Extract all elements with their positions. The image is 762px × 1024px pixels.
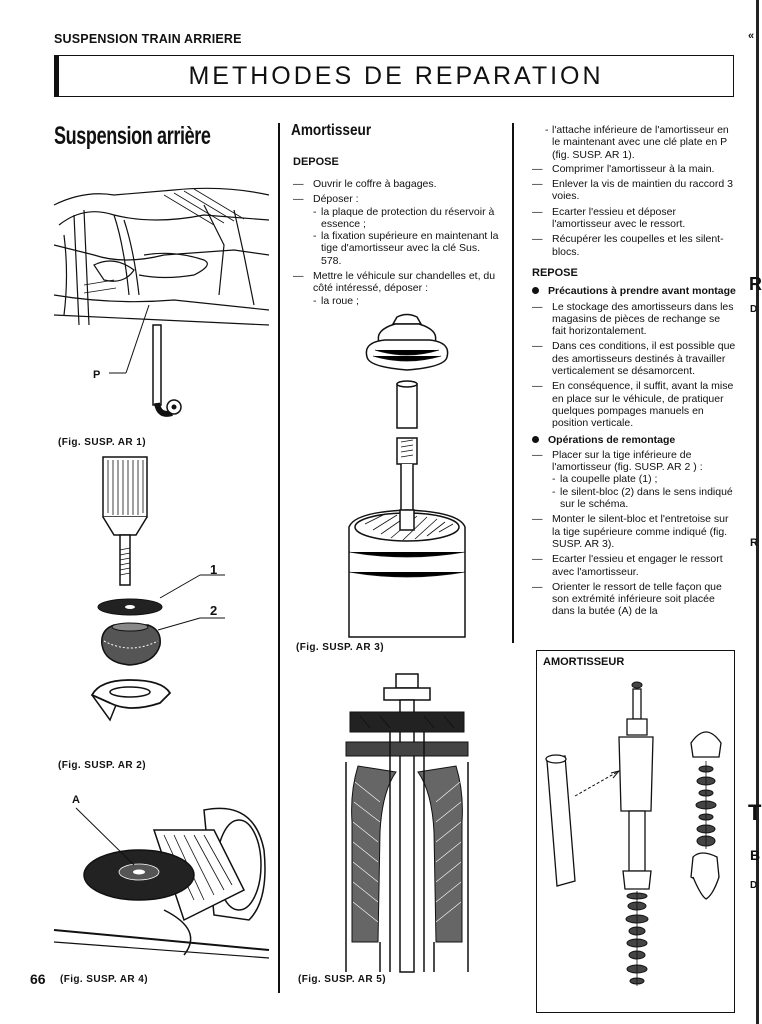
- fig1-caption: (Fig. SUSP. AR 1): [58, 437, 146, 448]
- fig1-label-p: P: [93, 369, 101, 381]
- figure-susp-ar-3: [345, 312, 470, 637]
- repose-heading: REPOSE: [532, 266, 578, 279]
- bullet-heading: Précautions à prendre avant montage: [532, 285, 736, 297]
- fig2-caption: (Fig. SUSP. AR 2): [58, 760, 146, 771]
- right-column-text: [532, 124, 736, 621]
- figure-susp-ar-5: [340, 672, 475, 972]
- list-item: — Placer sur la tige inférieure de l'amortisseur (fig. SUSP. AR 2 ) :: [532, 448, 703, 474]
- section-title-amortisseur: Amortisseur: [291, 122, 372, 139]
- amortisseur-box-title: AMORTISSEUR: [543, 656, 625, 668]
- figure-susp-ar-2: [90, 455, 250, 745]
- list-item: — Dans ces conditions, il est possible que des amortisseurs destinés à travailler verticalement se désamorcent.: [532, 340, 736, 378]
- list-item: — Le stockage des amortisseurs dans les magasins de pièces de rechange se fait horizontalement.: [532, 300, 734, 338]
- list-item: — Monter le silent-bloc et l'entretoise sur la tige supérieure comme indiqué (fig. SUSP. AR 3).: [532, 513, 729, 550]
- figure-susp-ar-1: [54, 185, 269, 425]
- list-item: — Orienter le ressort de telle façon que son extrémité inférieure soit placée dans la butée (A) de la: [532, 580, 722, 618]
- list-item: — Déposer :: [293, 193, 359, 206]
- section-header: SUSPENSION TRAIN ARRIERE: [54, 32, 242, 46]
- list-item: — Récupérer les coupelles et les silent-blocs.: [532, 233, 724, 258]
- edge-mark: T: [748, 800, 762, 825]
- edge-mark: R: [749, 274, 762, 294]
- amortisseur-exploded-view: [536, 650, 735, 1013]
- list-item: — En conséquence, il suffit, avant la mise en place sur le véhicule, de pratiquer quelques pompages manuels en position verticale.: [532, 380, 734, 430]
- depose-heading: DEPOSE: [293, 156, 339, 168]
- sub-item: - la roue ;: [313, 294, 359, 307]
- list-item: — Ecarter l'essieu et déposer l'amortisseur avec le ressort.: [532, 205, 686, 231]
- list-item: — Ecarter l'essieu et engager le ressort avec l'amortisseur.: [532, 553, 723, 578]
- page-edge: [756, 0, 759, 1024]
- page-number: 66: [30, 971, 46, 987]
- page-title: METHODES DE REPARATION: [188, 62, 604, 90]
- edge-mark: D: [750, 304, 758, 315]
- edge-mark: «: [748, 30, 755, 42]
- main-title: Suspension arrière: [54, 122, 211, 150]
- column-divider: [278, 123, 280, 993]
- fig4-label-a: A: [72, 794, 80, 806]
- sub-item: - la fixation supérieure en maintenant la tige d'amortisseur avec la clé Sus. 578.: [313, 230, 499, 267]
- edge-mark: B: [750, 847, 761, 863]
- amortisseur-diagram: [541, 681, 731, 1006]
- edge-mark: R: [750, 537, 758, 549]
- list-item: — Ouvrir le coffre à bagages.: [293, 178, 437, 190]
- list-item: — Enlever la vis de maintien du raccord 3 voies.: [532, 178, 733, 203]
- column-divider: [512, 123, 514, 643]
- title-banner: [54, 55, 734, 97]
- depose-list: [293, 178, 501, 307]
- edge-mark: D: [750, 880, 758, 891]
- fig3-caption: (Fig. SUSP. AR 3): [296, 642, 384, 653]
- sub-item: - la plaque de protection du réservoir à essence ;: [313, 205, 495, 230]
- list-item: — Mettre le véhicule sur chandelles et, du côté intéressé, déposer :: [293, 270, 496, 295]
- figure-susp-ar-4: [54, 790, 269, 960]
- fig5-caption: (Fig. SUSP. AR 5): [298, 974, 386, 985]
- fig2-label-1: 1: [210, 562, 218, 577]
- sub-item: - le silent-bloc (2) dans le sens indiqué sur le schéma.: [552, 485, 733, 511]
- fig4-caption: (Fig. SUSP. AR 4): [60, 974, 148, 985]
- list-item: — Comprimer l'amortisseur à la main.: [532, 162, 715, 175]
- bullet-heading: Opérations de remontage: [532, 434, 736, 446]
- sub-item: - la coupelle plate (1) ;: [552, 473, 658, 486]
- fig2-label-2: 2: [210, 603, 218, 618]
- sub-item: - l'attache inférieure de l'amortisseur en le maintenant avec une clé plate en P (fig. SUSP. AR 1).: [545, 124, 729, 161]
